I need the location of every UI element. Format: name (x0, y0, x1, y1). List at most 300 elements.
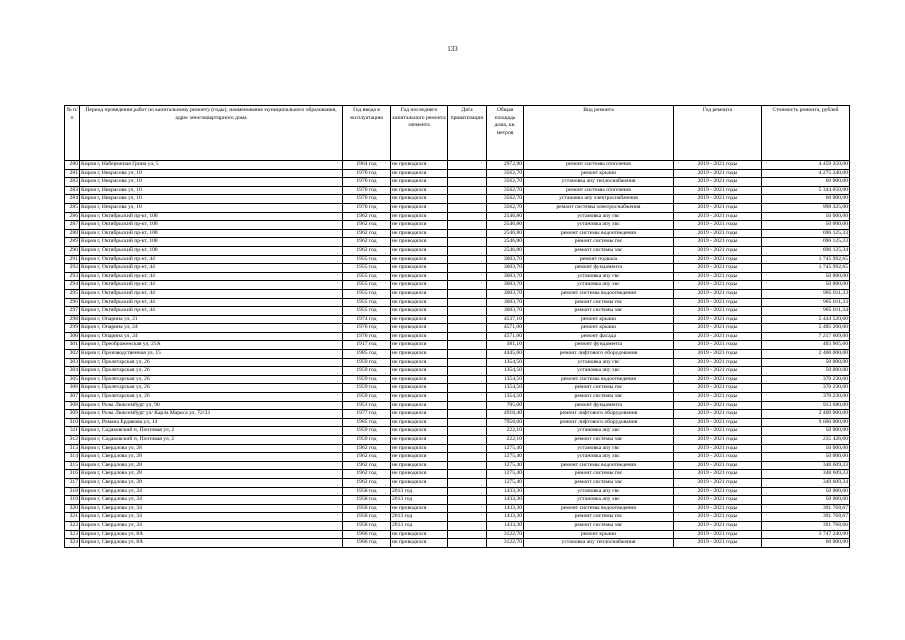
cell-repair-type: ремонт системы хвс (524, 436, 674, 445)
table-row (65, 229, 850, 238)
cell-repair-year: 2019 - 2021 годы (674, 281, 762, 290)
cell-last-repair-year: не проводился (391, 384, 448, 393)
cell-repair-cost: 4 459 350,00 (762, 161, 850, 170)
cell-row-number: 292 (65, 264, 80, 273)
cell-commission-year: 1962 год (343, 444, 391, 453)
cell-total-area: 1354,50 (487, 358, 524, 367)
cell-commission-year: 1966 год (343, 539, 391, 548)
table-row (65, 461, 850, 470)
cell-commission-year: 1959 год (343, 384, 391, 393)
cell-commission-year: 1955 год (343, 281, 391, 290)
cell-repair-year: 2019 - 2021 годы (674, 539, 762, 548)
cell-privatization-date (448, 375, 487, 384)
table-row (65, 332, 850, 341)
cell-repair-year: 2019 - 2021 годы (674, 246, 762, 255)
table-row (65, 212, 850, 221)
cell-repair-cost: 696 125,34 (762, 246, 850, 255)
cell-total-area: 1275,40 (487, 478, 524, 487)
cell-address: Киров г, Свердлова ул, 34 (80, 496, 343, 505)
cell-row-number: 306 (65, 384, 80, 393)
cell-repair-type: ремонт системы гвс (524, 513, 674, 522)
cell-repair-year: 2019 - 2021 годы (674, 324, 762, 333)
cell-repair-cost: 2 400 000,00 (762, 350, 850, 359)
cell-address: Киров г, Опарина ул, 24 (80, 332, 343, 341)
cell-repair-year: 2019 - 2021 годы (674, 238, 762, 247)
cell-row-number: 295 (65, 289, 80, 298)
cell-repair-cost: 2 400 000,00 (762, 410, 850, 419)
cell-address: Киров г, Некрасова ул, 10 (80, 186, 343, 195)
cell-row-number: 314 (65, 453, 80, 462)
cell-total-area: 1354,50 (487, 384, 524, 393)
cell-last-repair-year: не проводился (391, 307, 448, 316)
cell-row-number: 312 (65, 436, 80, 445)
cell-commission-year: 1985 год (343, 418, 391, 427)
cell-repair-cost: 5 344 050,00 (762, 186, 850, 195)
cell-repair-type: установка апу гвс (524, 444, 674, 453)
cell-last-repair-year: не проводился (391, 461, 448, 470)
cell-row-number: 298 (65, 315, 80, 324)
cell-repair-year: 2019 - 2021 годы (674, 393, 762, 402)
cell-repair-year: 2019 - 2021 годы (674, 341, 762, 350)
cell-repair-cost: 985 011,34 (762, 307, 850, 316)
cell-privatization-date (448, 410, 487, 419)
cell-repair-year: 2019 - 2021 годы (674, 453, 762, 462)
cell-repair-cost: 50 000,00 (762, 272, 850, 281)
cell-address: Киров г, Свердлова ул, 34 (80, 504, 343, 513)
cell-repair-type: ремонт системы гвс (524, 238, 674, 247)
cell-repair-cost: 60 000,00 (762, 539, 850, 548)
cell-commission-year: 1959 год (343, 375, 391, 384)
cell-repair-type: установка апу теплоснабжения (524, 178, 674, 187)
cell-row-number: 284 (65, 195, 80, 204)
cell-address: Киров г, Садаковский п, Почтовая ул, 2 (80, 427, 343, 436)
cell-privatization-date (448, 161, 487, 170)
cell-row-number: 297 (65, 307, 80, 316)
cell-address: Киров г, Свердлова ул, 8А (80, 530, 343, 539)
cell-repair-year: 2019 - 2021 годы (674, 504, 762, 513)
cell-total-area: 1275,40 (487, 470, 524, 479)
table-row (65, 384, 850, 393)
cell-repair-cost: 370 230,00 (762, 393, 850, 402)
cell-repair-cost: 391 768,67 (762, 513, 850, 522)
cell-repair-year: 2019 - 2021 годы (674, 161, 762, 170)
cell-address: Киров г, Романа Ердякова ул, 14 (80, 418, 343, 427)
cell-privatization-date (448, 212, 487, 221)
cell-address: Киров г, Октябрьский пр-кт, 44 (80, 255, 343, 264)
cell-row-number: 301 (65, 341, 80, 350)
cell-repair-cost: 60 000,00 (762, 195, 850, 204)
cell-repair-type: ремонт крыши (524, 169, 674, 178)
cell-row-number: 324 (65, 539, 80, 548)
cell-privatization-date (448, 289, 487, 298)
cell-total-area: 3562,70 (487, 169, 524, 178)
cell-total-area: 2546,80 (487, 229, 524, 238)
cell-privatization-date (448, 444, 487, 453)
cell-total-area: 1354,50 (487, 375, 524, 384)
cell-row-number: 317 (65, 478, 80, 487)
cell-repair-cost: 235 426,00 (762, 436, 850, 445)
cell-last-repair-year: не проводился (391, 281, 448, 290)
cell-repair-type: ремонт системы хвс (524, 246, 674, 255)
table-row (65, 281, 850, 290)
cell-commission-year: 1962 год (343, 212, 391, 221)
cell-row-number: 323 (65, 530, 80, 539)
cell-row-number: 320 (65, 504, 80, 513)
cell-total-area: 4571,00 (487, 324, 524, 333)
cell-repair-type: ремонт системы гвс (524, 384, 674, 393)
cell-repair-year: 2019 - 2021 годы (674, 272, 762, 281)
cell-row-number: 280 (65, 161, 80, 170)
cell-row-number: 319 (65, 496, 80, 505)
header-cell-repair-year: Год ремонта (674, 106, 762, 161)
cell-repair-year: 2019 - 2021 годы (674, 513, 762, 522)
cell-privatization-date (448, 264, 487, 273)
cell-repair-cost: 403 905,60 (762, 341, 850, 350)
cell-address: Киров г, Октябрьский пр-кт, 108 (80, 238, 343, 247)
table-row (65, 255, 850, 264)
cell-total-area: 222,10 (487, 427, 524, 436)
cell-address: Киров г, Некрасова ул, 10 (80, 169, 343, 178)
cell-repair-type: установка апу хвс (524, 496, 674, 505)
cell-privatization-date (448, 367, 487, 376)
cell-privatization-date (448, 521, 487, 530)
table-row (65, 375, 850, 384)
cell-row-number: 299 (65, 324, 80, 333)
cell-total-area: 1433,30 (487, 496, 524, 505)
cell-row-number: 307 (65, 393, 80, 402)
cell-repair-type: установка апу гвс (524, 272, 674, 281)
cell-address: Киров г, Пролетарская ул, 26 (80, 393, 343, 402)
cell-row-number: 300 (65, 332, 80, 341)
cell-total-area: 3562,70 (487, 203, 524, 212)
table-row (65, 521, 850, 530)
cell-repair-type: ремонт лифтового оборудования (524, 410, 674, 419)
cell-repair-type: ремонт системы гвс (524, 298, 674, 307)
cell-last-repair-year: не проводился (391, 427, 448, 436)
table-row (65, 539, 850, 548)
cell-address: Киров г, Октябрьский пр-кт, 108 (80, 229, 343, 238)
cell-address: Киров г, Октябрьский пр-кт, 108 (80, 212, 343, 221)
cell-repair-type: ремонт системы гвс (524, 470, 674, 479)
cell-commission-year: 1958 год (343, 496, 391, 505)
cell-last-repair-year: не проводился (391, 178, 448, 187)
cell-commission-year: 1970 год (343, 203, 391, 212)
cell-repair-type: ремонт фундамента (524, 401, 674, 410)
cell-total-area: 381,10 (487, 341, 524, 350)
table-row (65, 315, 850, 324)
cell-last-repair-year: не проводился (391, 358, 448, 367)
cell-total-area: 2546,80 (487, 221, 524, 230)
cell-address: Киров г, Преображенская ул, 25А (80, 341, 343, 350)
table-row (65, 401, 850, 410)
cell-privatization-date (448, 238, 487, 247)
table-row (65, 367, 850, 376)
cell-total-area: 3603,70 (487, 255, 524, 264)
cell-privatization-date (448, 203, 487, 212)
table-row (65, 393, 850, 402)
cell-commission-year: 1970 год (343, 195, 391, 204)
cell-last-repair-year: не проводился (391, 298, 448, 307)
table-row (65, 221, 850, 230)
cell-commission-year: 1958 год (343, 504, 391, 513)
cell-repair-year: 2019 - 2021 годы (674, 169, 762, 178)
cell-row-number: 308 (65, 401, 80, 410)
cell-privatization-date (448, 341, 487, 350)
cell-repair-year: 2019 - 2021 годы (674, 461, 762, 470)
cell-commission-year: 1962 год (343, 478, 391, 487)
table-row (65, 504, 850, 513)
header-cell-total-area: Общая площадь дома, кв. метров (487, 106, 524, 161)
cell-last-repair-year: не проводился (391, 332, 448, 341)
header-cell-last-repair-year: Год последнего капитального ремонта элемента (391, 106, 448, 161)
table-row (65, 307, 850, 316)
cell-row-number: 287 (65, 221, 80, 230)
cell-last-repair-year: не проводился (391, 289, 448, 298)
cell-total-area: 1433,30 (487, 513, 524, 522)
cell-repair-year: 2019 - 2021 годы (674, 521, 762, 530)
cell-privatization-date (448, 393, 487, 402)
cell-repair-year: 2019 - 2021 годы (674, 221, 762, 230)
cell-repair-type: установка апу хвс (524, 453, 674, 462)
cell-row-number: 316 (65, 470, 80, 479)
cell-total-area: 3603,70 (487, 289, 524, 298)
cell-repair-type: ремонт системы водоотведения (524, 504, 674, 513)
cell-total-area: 1275,40 (487, 461, 524, 470)
cell-row-number: 282 (65, 178, 80, 187)
cell-address: Киров г, Октябрьский пр-кт, 44 (80, 281, 343, 290)
cell-repair-cost: 696 125,33 (762, 238, 850, 247)
cell-address: Киров г, Опарина ул, 21 (80, 315, 343, 324)
cell-repair-cost: 348 609,34 (762, 478, 850, 487)
cell-row-number: 305 (65, 375, 80, 384)
cell-total-area: 1275,40 (487, 453, 524, 462)
cell-total-area: 4918,40 (487, 410, 524, 419)
cell-last-repair-year: не проводился (391, 195, 448, 204)
cell-last-repair-year: не проводился (391, 401, 448, 410)
cell-commission-year: 1959 год (343, 367, 391, 376)
cell-last-repair-year: не проводился (391, 229, 448, 238)
cell-total-area: 3603,70 (487, 272, 524, 281)
cell-repair-type: ремонт фундамента (524, 341, 674, 350)
cell-repair-year: 2019 - 2021 годы (674, 384, 762, 393)
cell-row-number: 290 (65, 246, 80, 255)
cell-total-area: 2546,80 (487, 246, 524, 255)
cell-row-number: 289 (65, 238, 80, 247)
cell-repair-year: 2019 - 2021 годы (674, 315, 762, 324)
cell-address: Киров г, Розы Люксембург ул/ Карла Маркса ул, 72/33 (80, 410, 343, 419)
cell-total-area: 3603,70 (487, 264, 524, 273)
cell-repair-type: установка апу теплоснабжения (524, 539, 674, 548)
cell-repair-type: установка апу хвс (524, 427, 674, 436)
cell-repair-cost: 370 230,00 (762, 375, 850, 384)
cell-last-repair-year: не проводился (391, 246, 448, 255)
cell-privatization-date (448, 281, 487, 290)
cell-repair-type: установка апу гвс (524, 358, 674, 367)
cell-address: Киров г, Пролетарская ул, 26 (80, 384, 343, 393)
table-row (65, 530, 850, 539)
cell-repair-type: ремонт фундамента (524, 264, 674, 273)
cell-row-number: 302 (65, 350, 80, 359)
cell-repair-type: ремонт крыши (524, 530, 674, 539)
cell-last-repair-year: не проводился (391, 238, 448, 247)
cell-last-repair-year: не проводился (391, 504, 448, 513)
cell-repair-year: 2019 - 2021 годы (674, 358, 762, 367)
cell-repair-type: ремонт системы отопления (524, 186, 674, 195)
cell-privatization-date (448, 504, 487, 513)
cell-repair-cost: 50 000,00 (762, 453, 850, 462)
cell-repair-cost: 391 768,67 (762, 504, 850, 513)
table-body (65, 161, 850, 548)
cell-repair-type: установка апу электроснабжения (524, 195, 674, 204)
cell-last-repair-year: не проводился (391, 186, 448, 195)
cell-privatization-date (448, 470, 487, 479)
cell-commission-year: 1974 год (343, 315, 391, 324)
capital-repair-table (64, 105, 850, 548)
cell-commission-year: 1962 год (343, 453, 391, 462)
cell-repair-year: 2019 - 2021 годы (674, 264, 762, 273)
cell-repair-type: установка апу хвс (524, 367, 674, 376)
cell-privatization-date (448, 418, 487, 427)
cell-last-repair-year: не проводился (391, 315, 448, 324)
cell-repair-type: установка апу хвс (524, 221, 674, 230)
cell-last-repair-year: не проводился (391, 221, 448, 230)
cell-commission-year: 1955 год (343, 272, 391, 281)
cell-total-area: 1275,40 (487, 444, 524, 453)
cell-repair-year: 2019 - 2021 годы (674, 307, 762, 316)
cell-commission-year: 1962 год (343, 246, 391, 255)
cell-address: Киров г, Октябрьский пр-кт, 44 (80, 298, 343, 307)
cell-row-number: 309 (65, 410, 80, 419)
cell-total-area: 1433,30 (487, 504, 524, 513)
cell-address: Киров г, Свердлова ул, 28 (80, 470, 343, 479)
cell-commission-year: 1958 год (343, 487, 391, 496)
cell-privatization-date (448, 186, 487, 195)
cell-repair-year: 2019 - 2021 годы (674, 367, 762, 376)
cell-repair-cost: 348 609,33 (762, 461, 850, 470)
header-cell-address: Период проведения работ по капитальному ремонту (годы), наименование муниципального образования, адрес многоквартирного дома (80, 106, 343, 161)
cell-total-area: 7958,60 (487, 418, 524, 427)
cell-commission-year: 1955 год (343, 264, 391, 273)
header-cell-repair-type: Вид ремонта (524, 106, 674, 161)
cell-commission-year: 1955 год (343, 289, 391, 298)
cell-row-number: 315 (65, 461, 80, 470)
cell-repair-cost: 7 217 609,00 (762, 332, 850, 341)
cell-address: Киров г, Октябрьский пр-кт, 44 (80, 272, 343, 281)
cell-privatization-date (448, 530, 487, 539)
cell-privatization-date (448, 539, 487, 548)
cell-privatization-date (448, 255, 487, 264)
cell-commission-year: 1964 год (343, 161, 391, 170)
cell-total-area: 4445,60 (487, 350, 524, 359)
cell-address: Киров г, Октябрьский пр-кт, 44 (80, 289, 343, 298)
cell-last-repair-year: не проводился (391, 350, 448, 359)
cell-total-area: 1433,30 (487, 521, 524, 530)
cell-repair-type: ремонт системы хвс (524, 393, 674, 402)
cell-row-number: 311 (65, 427, 80, 436)
cell-last-repair-year: не проводился (391, 324, 448, 333)
cell-last-repair-year: не проводился (391, 478, 448, 487)
cell-repair-type: ремонт системы электроснабжения (524, 203, 674, 212)
cell-commission-year: 1966 год (343, 530, 391, 539)
cell-last-repair-year: не проводился (391, 418, 448, 427)
cell-privatization-date (448, 478, 487, 487)
cell-commission-year: 1970 год (343, 178, 391, 187)
cell-repair-year: 2019 - 2021 годы (674, 350, 762, 359)
table-row (65, 410, 850, 419)
header-cell-commission-year: Год ввода в эксплуатацию (343, 106, 391, 161)
cell-repair-type: ремонт лифтового оборудования (524, 418, 674, 427)
table-row (65, 186, 850, 195)
cell-commission-year: 1958 год (343, 513, 391, 522)
cell-last-repair-year: не проводился (391, 203, 448, 212)
cell-commission-year: 1958 год (343, 521, 391, 530)
cell-repair-cost: 50 000,00 (762, 367, 850, 376)
cell-repair-cost: 913 680,00 (762, 401, 850, 410)
cell-row-number: 313 (65, 444, 80, 453)
cell-total-area: 3603,70 (487, 307, 524, 316)
cell-repair-year: 2019 - 2021 годы (674, 401, 762, 410)
cell-repair-cost: 9 600 000,00 (762, 418, 850, 427)
cell-repair-cost: 1 745 992,65 (762, 264, 850, 273)
cell-address: Киров г, Свердлова ул, 34 (80, 513, 343, 522)
cell-last-repair-year: не проводился (391, 436, 448, 445)
cell-repair-type: установка апу гвс (524, 212, 674, 221)
cell-commission-year: 1976 год (343, 332, 391, 341)
table-row (65, 444, 850, 453)
cell-privatization-date (448, 169, 487, 178)
cell-repair-year: 2019 - 2021 годы (674, 298, 762, 307)
cell-last-repair-year: не проводился (391, 264, 448, 273)
cell-repair-cost: 50 000,00 (762, 496, 850, 505)
cell-commission-year: 1959 год (343, 427, 391, 436)
cell-privatization-date (448, 461, 487, 470)
cell-address: Киров г, Свердлова ул, 34 (80, 521, 343, 530)
cell-total-area: 3603,70 (487, 298, 524, 307)
cell-last-repair-year: не проводился (391, 255, 448, 264)
cell-privatization-date (448, 401, 487, 410)
cell-repair-cost: 985 011,33 (762, 298, 850, 307)
cell-repair-cost: 3 747 240,00 (762, 530, 850, 539)
cell-repair-type: ремонт системы хвс (524, 307, 674, 316)
cell-address: Киров г, Октябрьский пр-кт, 108 (80, 221, 343, 230)
cell-repair-cost: 50 000,00 (762, 221, 850, 230)
cell-row-number: 291 (65, 255, 80, 264)
cell-row-number: 285 (65, 203, 80, 212)
cell-last-repair-year: не проводился (391, 212, 448, 221)
cell-total-area: 705,00 (487, 401, 524, 410)
cell-address: Киров г, Некрасова ул, 10 (80, 203, 343, 212)
cell-repair-cost: 370 230,00 (762, 384, 850, 393)
cell-address: Киров г, Набережная Грина ул, 5 (80, 161, 343, 170)
cell-repair-year: 2019 - 2021 годы (674, 470, 762, 479)
cell-address: Киров г, Октябрьский пр-кт, 108 (80, 246, 343, 255)
cell-repair-cost: 348 609,33 (762, 470, 850, 479)
cell-row-number: 286 (65, 212, 80, 221)
cell-repair-type: ремонт системы водоотведения (524, 289, 674, 298)
cell-last-repair-year: не проводился (391, 393, 448, 402)
cell-repair-cost: 5 485 200,00 (762, 324, 850, 333)
cell-repair-year: 2019 - 2021 годы (674, 178, 762, 187)
cell-repair-cost: 50 000,00 (762, 487, 850, 496)
cell-repair-type: ремонт системы водоотведения (524, 461, 674, 470)
cell-privatization-date (448, 229, 487, 238)
header-cell-number: № п/п (65, 106, 80, 161)
cell-commission-year: 1962 год (343, 238, 391, 247)
cell-address: Киров г, Свердлова ул, 8А (80, 539, 343, 548)
cell-last-repair-year: не проводился (391, 453, 448, 462)
cell-repair-year: 2019 - 2021 годы (674, 530, 762, 539)
cell-row-number: 296 (65, 298, 80, 307)
